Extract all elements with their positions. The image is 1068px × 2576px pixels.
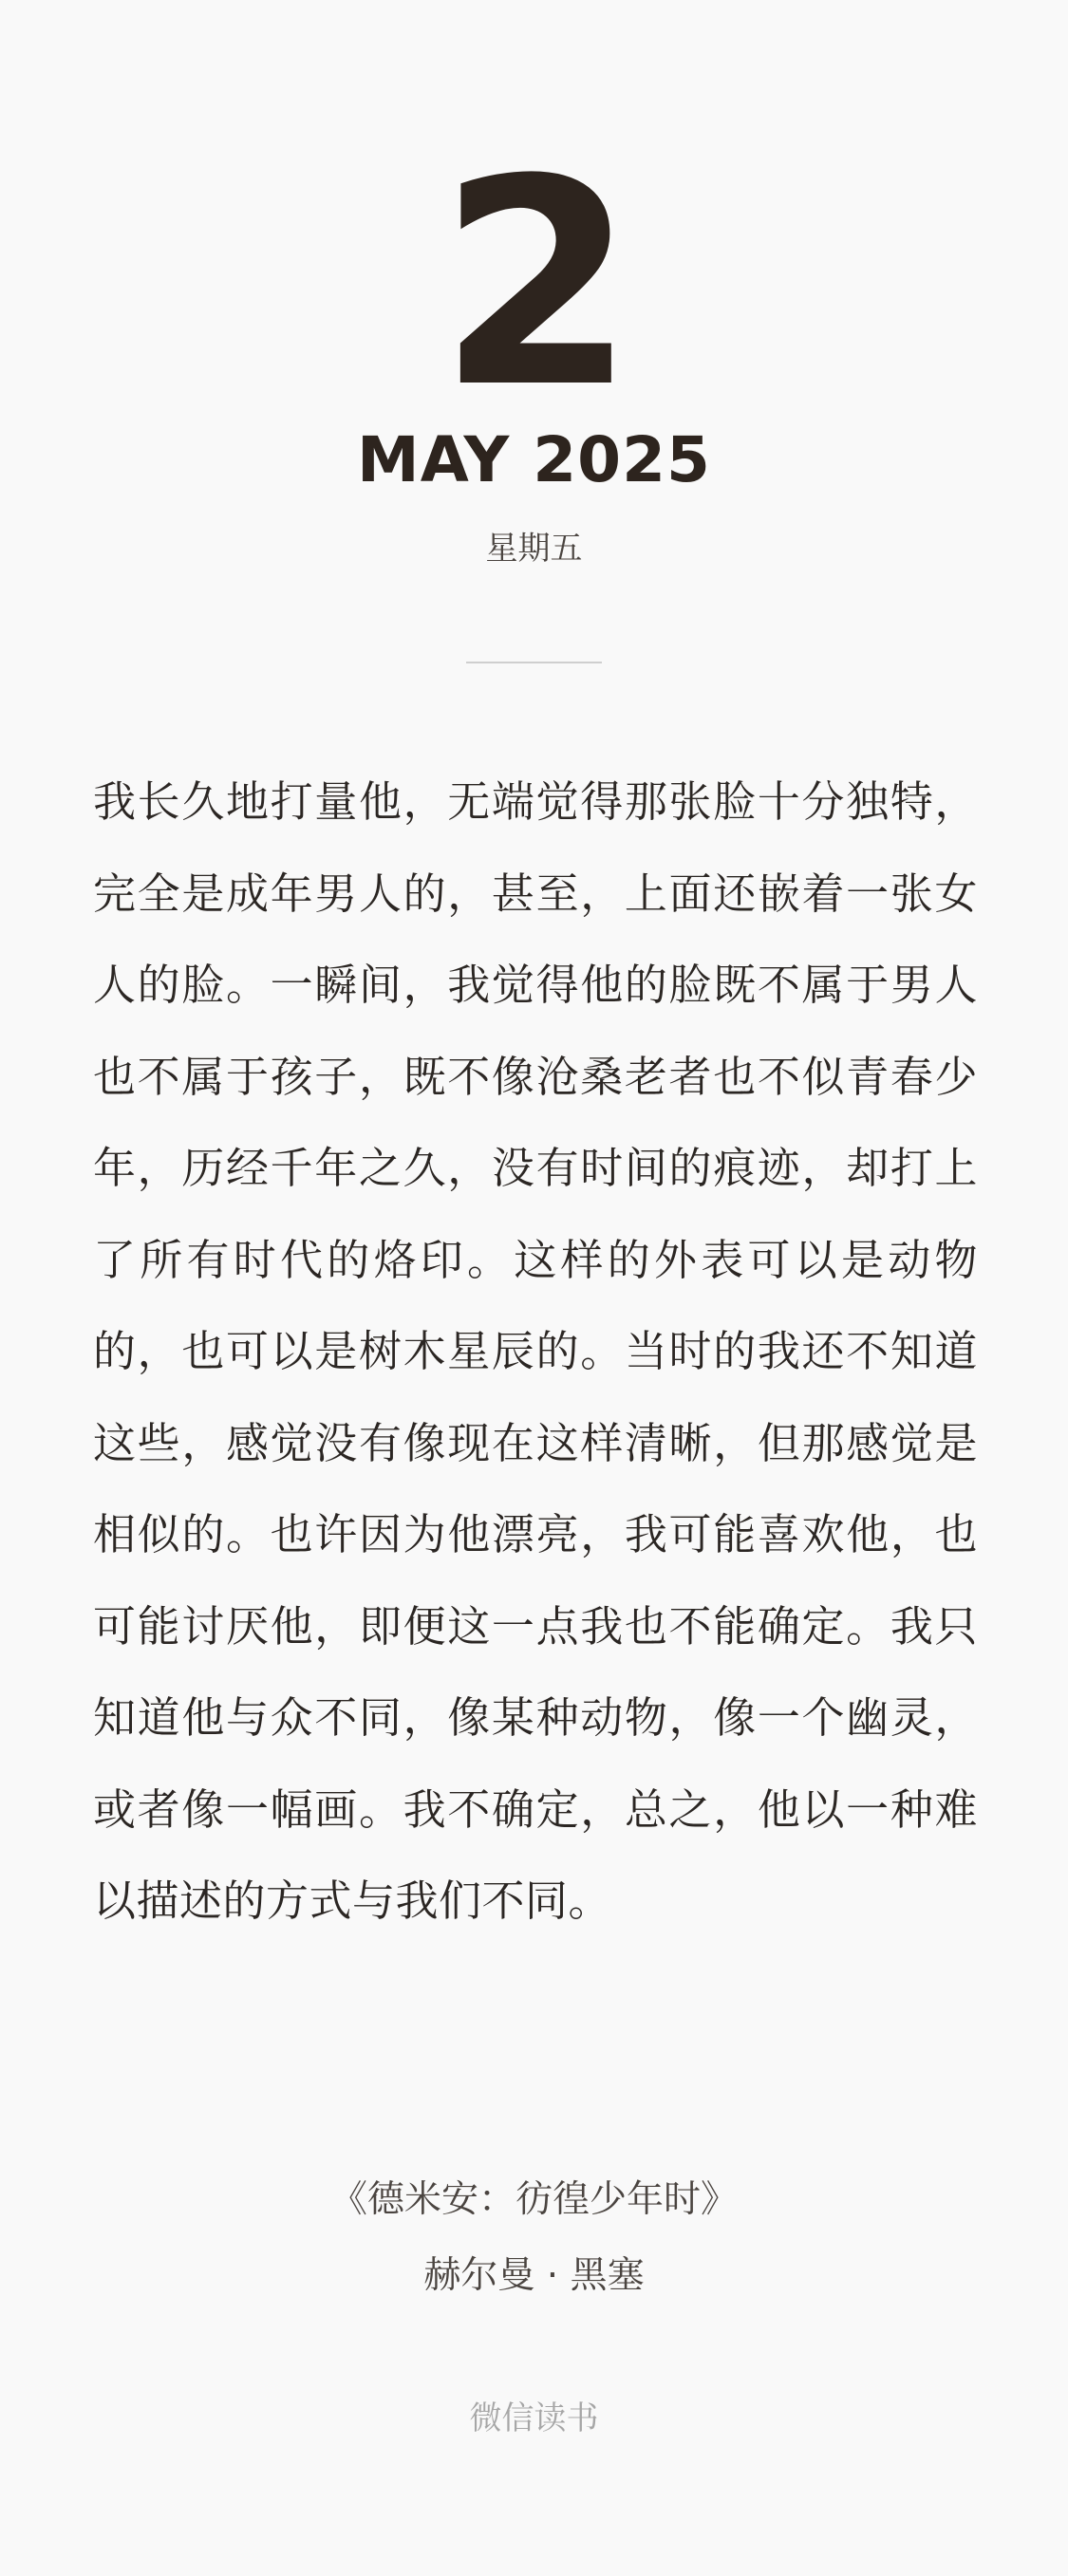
date-day: 2 bbox=[438, 119, 630, 450]
date-weekday: 星期五 bbox=[485, 530, 583, 568]
divider bbox=[466, 662, 602, 663]
date-month-year: MAY 2025 bbox=[357, 423, 711, 496]
book-title: 《德米安：彷徨少年时》 bbox=[329, 2178, 738, 2221]
book-author: 赫尔曼 · 黑塞 bbox=[423, 2254, 645, 2297]
quote-text: 我长久地打量他，无端觉得那张脸十分独特，完全是成年男人的，甚至，上面还嵌着一张女人的脸。一瞬间，我觉得他的脸既不属于男人也不属于孩子，既不像沧桑老者也不似青春少年，历经千年之久，没有时间的痕迹，却打上了所有时代的烙印。这样的外表可以是动物的，也可以是树木星辰的。当时的我还不知道这些，感觉没有像现在这样清晰，但那感觉是相似的。也许因为他漂亮，我可能喜欢他，也可能讨厌他，即便这一点我也不能确定。我只知道他与众不同，像某种动物，像一个幽灵，或者像一幅画。我不确定，总之，他以一种难以描述的方式与我们不同。 bbox=[93, 776, 978, 1926]
brand-footer: 微信读书 bbox=[469, 2399, 599, 2437]
